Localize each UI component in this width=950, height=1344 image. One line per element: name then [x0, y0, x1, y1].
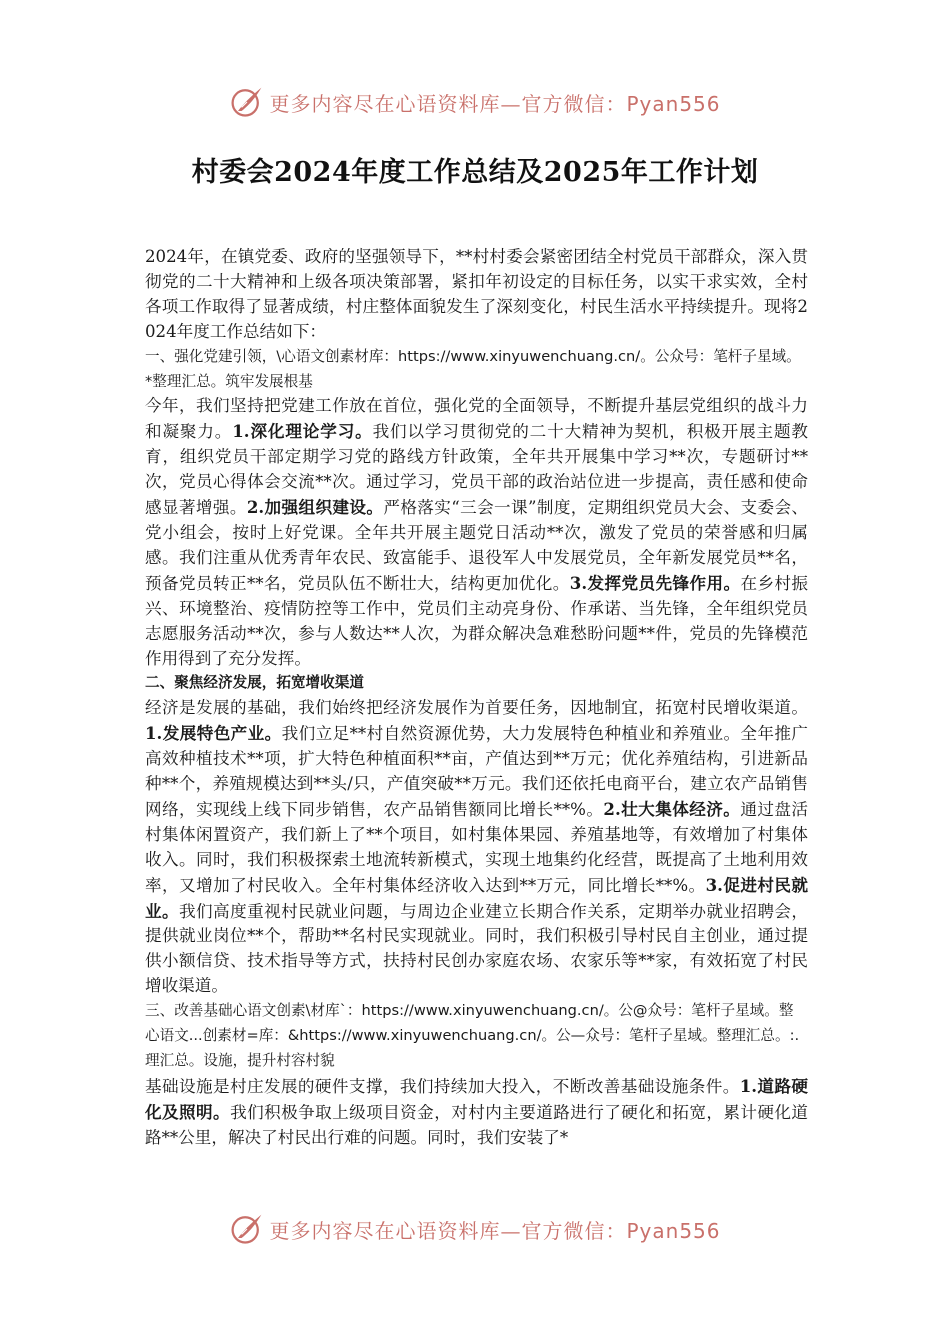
s2-bold-2: 2.壮大集体经济。 [603, 798, 741, 819]
s3-bold-1: 1.道路硬化及照明。 [145, 1075, 809, 1122]
section-3-paragraph [145, 1074, 808, 1151]
watermark-wechat-id: Pyan556 [626, 1218, 721, 1243]
section-2-paragraph [145, 696, 808, 999]
s2-bold-3: 3.促进村民就业。 [145, 874, 809, 921]
s1-text-1: 今年，我们坚持把党建工作放在首位，强化党的全面领导，不断提升基层党组织的战斗力和凝聚力。 [145, 396, 808, 442]
s1-text-3: 严格落实“三会一课”制度，定期组织党员大会、支委会、党小组会，按时上好党课。全年共开展主题党日活动**次，激发了党员的荣誉感和归属感。我们注重从优秀青年农民、致富能手、退役军人中发展党员，全年新发展党员**名，预备党员转正**名，党员队伍不断壮大，结构更加优化。 [145, 498, 809, 593]
s2-text-2: 我们立足**村自然资源优势，大力发展特色种植业和养殖业。全年推广高效种植技术**项，扩大特色种植面积**亩，产值达到**万元；优化养殖结构，引进新品种**个，养殖规模达到**头/只，产值突破**万元。我们还依托电商平台，建立农产品销售网络，实现线上线下同步销售，农产品销售额同比增长**%。 [145, 724, 809, 819]
s3-text-1: 基础设施是村庄发展的硬件支撑，我们持续加大投入，不断改善基础设施条件。 [145, 1076, 740, 1096]
quill-logo-icon [229, 84, 265, 120]
s2-text-3: 通过盘活村集体闲置资产，我们新上了**个项目，如村集体果园、养殖基地等，有效增加了村集体收入。同时，我们积极探索土地流转新模式，实现土地集约化经营，既提高了土地利用效率，又增加了村民收入。全年村集体经济收入达到**万元，同比增长**%。 [145, 799, 808, 895]
watermark-label: 更多内容尽在心语资料库—官方微信： [269, 1218, 627, 1243]
watermark-banner-bottom [0, 1209, 950, 1249]
section-2-heading: 二、聚焦经济发展，拓宽增收渠道 [145, 674, 364, 692]
s1-text-2: 我们以学习贯彻党的二十大精神为契机，积极开展主题教育，组织党员干部定期学习党的路线方针政策，全年共开展集中学习**次，专题研讨**次，党员心得体会交流**次。通过学习，党员干部的政治站位进一步提高，责任感和使命感显著增强。 [145, 422, 809, 518]
quill-logo-icon [229, 1211, 265, 1247]
s2-bold-1: 1.发展特色产业。 [145, 723, 282, 744]
section-1-heading: 一、强化党建引领，\心语文创素材库：https://www.xinyuwenchuang.cn/。公众号：笔杆子星域。*整理汇总。筑牢发展根基 [145, 347, 801, 390]
watermark-banner-top [0, 82, 950, 122]
s2-text-4: 我们高度重视村民就业问题，与周边企业建立长期合作关系，定期举办就业招聘会，提供就业岗位**个，帮助**名村民实现就业。同时，我们积极引导村民自主创业，通过提供小额信贷、技术指导等方式，扶持村民创办家庭农场、农家乐等**家，有效拓宽了村民增收渠道。 [145, 901, 809, 996]
watermark-text [269, 1215, 720, 1244]
document-title: 村委会2024年度工作总结及2025年工作计划 [191, 157, 759, 188]
s3-text-2: 我们积极争取上级项目资金，对村内主要道路进行了硬化和拓宽，累计硬化道路**公里，解决了村民出行难的问题。同时，我们安装了* [145, 1102, 809, 1147]
watermark-wechat-id: Pyan556 [626, 91, 721, 116]
intro-paragraph: 2024年，在镇党委、政府的坚强领导下，**村村委会紧密团结全村党员干部群众，深入贯彻党的二十大精神和上级各项决策部署，紧扣年初设定的目标任务，以实干求实效，全村各项工作取得了显著成绩，村庄整体面貌发生了深刻变化，村民生活水平持续提升。现将2024年度工作总结如下： [145, 247, 808, 341]
s1-text-4: 在乡村振兴、环境整治、疫情防控等工作中，党员们主动亮身份、作承诺、当先锋，全年组织党员志愿服务活动**次，参与人数达**人次，为群众解决急难愁盼问题**件，党员的先锋模范作用得到了充分发挥。 [145, 573, 809, 668]
s2-text-1: 经济是发展的基础，我们始终把经济发展作为首要任务，因地制宜，拓宽村民增收渠道。 [145, 698, 808, 718]
watermark-text [269, 88, 720, 117]
document-body [145, 245, 808, 1151]
watermark-label: 更多内容尽在心语资料库—官方微信： [269, 91, 627, 116]
section-3-heading: 三、改善基础心语文创素\材库`：https://www.xinyuwenchuang.cn/。公@众号：笔杆子星域。整心语文...创素材=库：&https://www.xinyuwenchuang.cn/。公—众号：笔杆子星域。整理汇总。:.理汇总。设施，提升村容村貌 [145, 1002, 800, 1069]
s1-bold-3: 3.发挥党员先锋作用。 [569, 572, 741, 593]
section-1-paragraph [145, 394, 808, 671]
s1-bold-2: 2.加强组织建设。 [246, 497, 384, 518]
s1-bold-1: 1.深化理论学习。 [232, 421, 373, 442]
